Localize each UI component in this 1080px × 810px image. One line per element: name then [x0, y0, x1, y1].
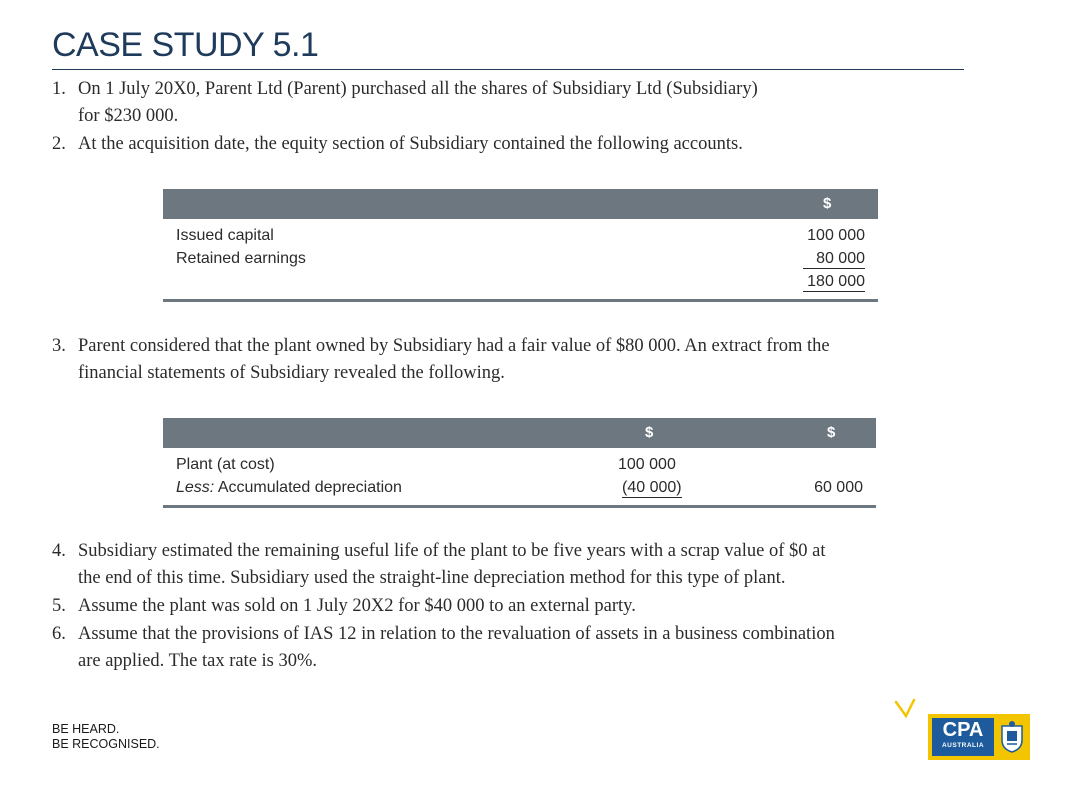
item-text: Assume the plant was sold on 1 July 20X2 for $40 000 to an external party.	[78, 596, 636, 616]
plant-table	[163, 418, 876, 510]
tick-mark-icon	[894, 698, 916, 720]
page-title: CASE STUDY 5.1	[52, 26, 319, 64]
equity-table	[163, 189, 878, 304]
item-text-cont: the end of this time. Subsidiary used the straight-line depreciation method for this type of plant.	[78, 568, 786, 588]
less-label: Less:	[176, 479, 215, 496]
title-rule	[52, 69, 964, 70]
item-number: 6.	[52, 624, 66, 644]
list-item-3	[52, 333, 966, 387]
item-number: 1.	[52, 79, 66, 99]
currency-header-1: $	[645, 424, 654, 441]
item-text: On 1 July 20X0, Parent Ltd (Parent) purchased all the shares of Subsidiary Ltd (Subsidiary)	[78, 79, 758, 99]
logo-wordmark	[932, 718, 994, 756]
table-header	[163, 189, 878, 219]
currency-header: $	[823, 195, 832, 212]
row-label-text: Accumulated depreciation	[214, 479, 402, 496]
item-text: Parent considered that the plant owned by Subsidiary had a fair value of $80 000. An extract from the	[78, 336, 830, 356]
item-text-cont: for $230 000.	[78, 106, 179, 126]
row-label	[176, 479, 402, 497]
item-number: 4.	[52, 541, 66, 561]
crest-icon	[998, 720, 1026, 754]
list-item-1	[52, 76, 966, 130]
currency-header-2: $	[827, 424, 836, 441]
row-label: Issued capital	[176, 227, 274, 244]
item-number: 2.	[52, 134, 66, 154]
item-number: 3.	[52, 336, 66, 356]
table-bottom-rule	[163, 505, 876, 508]
item-text: At the acquisition date, the equity section of Subsidiary contained the following accounts.	[78, 134, 743, 154]
item-number: 5.	[52, 596, 66, 616]
row-value: 100 000	[618, 456, 676, 473]
row-value-2: 60 000	[814, 479, 863, 496]
row-value: 100 000	[807, 227, 865, 244]
list-item-4	[52, 538, 966, 592]
item-text: Subsidiary estimated the remaining useful life of the plant to be five years with a scrap value of $0 at	[78, 541, 826, 561]
tagline	[52, 722, 160, 752]
logo-text: CPA	[942, 719, 984, 741]
row-label: Retained earnings	[176, 250, 306, 267]
table-bottom-rule	[163, 299, 878, 302]
tagline-line-1: BE HEARD.	[52, 722, 120, 736]
logo-subtext: AUSTRALIA	[941, 742, 985, 749]
row-label: Plant (at cost)	[176, 456, 275, 473]
item-text-cont: financial statements of Subsidiary revealed the following.	[78, 363, 505, 383]
list-item-2	[52, 131, 966, 158]
list-item-5	[52, 593, 966, 620]
tagline-line-2: BE RECOGNISED.	[52, 737, 160, 751]
list-item-6	[52, 621, 966, 675]
total-value: 180 000	[803, 273, 865, 292]
item-text-cont: are applied. The tax rate is 30%.	[78, 651, 318, 671]
row-value: 80 000	[803, 250, 865, 269]
item-text: Assume that the provisions of IAS 12 in relation to the revaluation of assets in a business combination	[78, 624, 835, 644]
table-header	[163, 418, 876, 448]
cpa-logo	[928, 714, 1030, 760]
row-value: (40 000)	[622, 479, 682, 496]
